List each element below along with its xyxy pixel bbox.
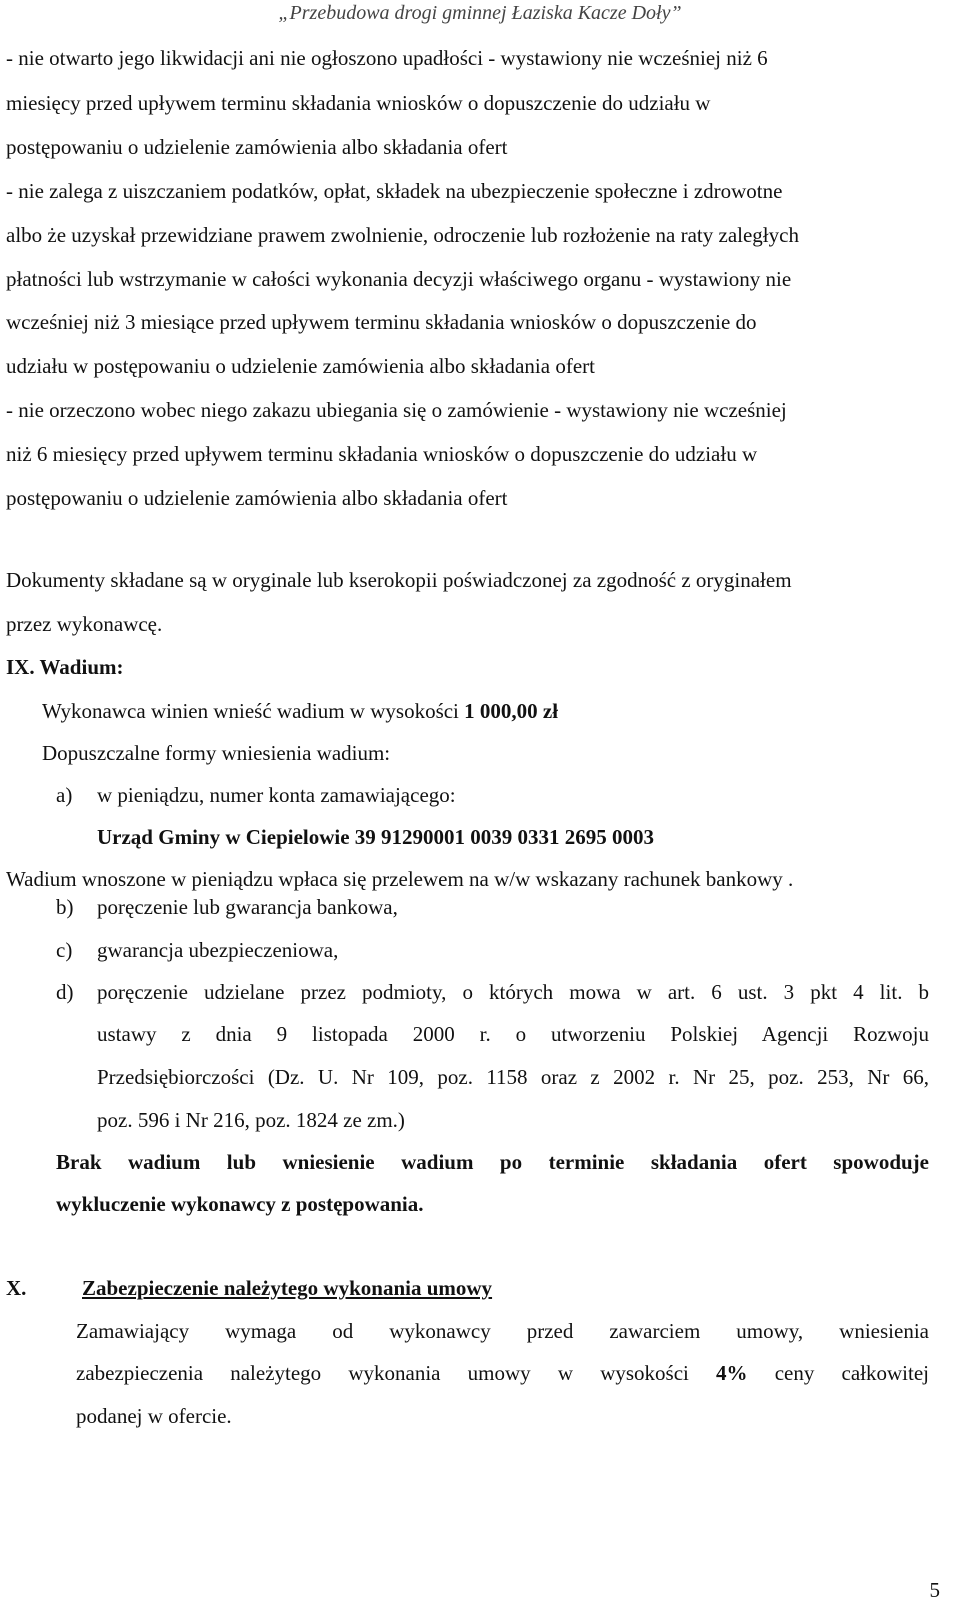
section-x-heading: Zabezpieczenie należytego wykonania umowy [82, 1276, 493, 1300]
page-number: 5 [929, 1578, 940, 1602]
list-item-b: poręczenie lub gwarancja bankowa, [97, 895, 398, 919]
wadium-forms-label: Dopuszczalne formy wniesienia wadium: [42, 741, 391, 765]
section-x-body-line: podanej w ofercie. [76, 1404, 232, 1428]
bank-account: Urząd Gminy w Ciepielowie 39 91290001 0039 0331 2695 0003 [97, 825, 655, 849]
section-x-body-line: Zamawiający wymaga od wykonawcy przed zawarciem umowy, wniesienia [76, 1319, 929, 1343]
security-percentage: 4% [716, 1361, 748, 1385]
requirement-line: albo że uzyskał przewidziane prawem zwolnienie, odroczenie lub rozłożenie na raty zaległych [6, 223, 799, 247]
requirement-line: - nie otwarto jego likwidacji ani nie ogłoszono upadłości - wystawiony nie wcześniej niż 6 [6, 46, 768, 70]
transfer-note: Wadium wnoszone w pieniądzu wpłaca się przelewem na w/w wskazany rachunek bankowy . [6, 867, 794, 891]
section-x-body-suffix: ceny całkowitej [747, 1361, 930, 1385]
documents-note: Dokumenty składane są w oryginale lub kserokopii poświadczonej za zgodność z oryginałem [6, 568, 792, 592]
requirement-line: postępowaniu o udzielenie zamówienia albo składania ofert [6, 135, 508, 159]
requirement-line: postępowaniu o udzielenie zamówienia albo składania ofert [6, 486, 508, 510]
list-item-d-line: poz. 596 i Nr 216, poz. 1824 ze zm.) [97, 1108, 405, 1132]
list-marker-a: a) [56, 783, 73, 807]
list-item-a: w pieniądzu, numer konta zamawiającego: [97, 783, 456, 807]
requirement-line: miesięcy przed upływem terminu składania wniosków o dopuszczenie do udziału w [6, 91, 711, 115]
requirement-line: płatności lub wstrzymanie w całości wykonania decyzji właściwego organu - wystawiony nie [6, 267, 792, 291]
requirement-line: - nie zalega z uiszczaniem podatków, opłat, składek na ubezpieczenie społeczne i zdrowotne [6, 179, 783, 203]
section-x-body-line [76, 1360, 929, 1386]
wadium-amount [42, 698, 558, 724]
list-marker-b: b) [56, 895, 74, 919]
wadium-amount-value: 1 000,00 zł [464, 699, 559, 723]
section-x-number: X. [6, 1276, 27, 1300]
wadium-warning: Brak wadium lub wniesienie wadium po terminie składania ofert spowoduje [56, 1150, 929, 1174]
requirement-line: - nie orzeczono wobec niego zakazu ubiegania się o zamówienie - wystawiony nie wcześniej [6, 398, 787, 422]
section-x-body-prefix: zabezpieczenia należytego wykonania umowy w wysokości [76, 1361, 717, 1385]
documents-note: przez wykonawcę. [6, 612, 163, 636]
section-ix-heading: IX. Wadium: [6, 655, 124, 679]
list-item-d-line: ustawy z dnia 9 listopada 2000 r. o utworzeniu Polskiej Agencji Rozwoju [97, 1022, 929, 1046]
requirement-line: niż 6 miesięcy przed upływem terminu składania wniosków o dopuszczenie do udziału w [6, 442, 758, 466]
requirement-line: wcześniej niż 3 miesiące przed upływem terminu składania wniosków o dopuszczenie do [6, 310, 757, 334]
list-marker-d: d) [56, 980, 74, 1004]
requirement-line: udziału w postępowaniu o udzielenie zamówienia albo składania ofert [6, 354, 595, 378]
list-item-c: gwarancja ubezpieczeniowa, [97, 938, 339, 962]
list-marker-c: c) [56, 938, 73, 962]
wadium-warning: wykluczenie wykonawcy z postępowania. [56, 1192, 424, 1216]
list-item-d-line: Przedsiębiorczości (Dz. U. Nr 109, poz. 1158 oraz z 2002 r. Nr 25, poz. 253, Nr 66, [97, 1065, 929, 1089]
list-item-d-line: poręczenie udzielane przez podmioty, o których mowa w art. 6 ust. 3 pkt 4 lit. b [97, 980, 929, 1004]
wadium-amount-prefix: Wykonawca winien wnieść wadium w wysokości [42, 699, 465, 723]
document-header: „Przebudowa drogi gminnej Łaziska Kacze Doły” [278, 2, 682, 24]
